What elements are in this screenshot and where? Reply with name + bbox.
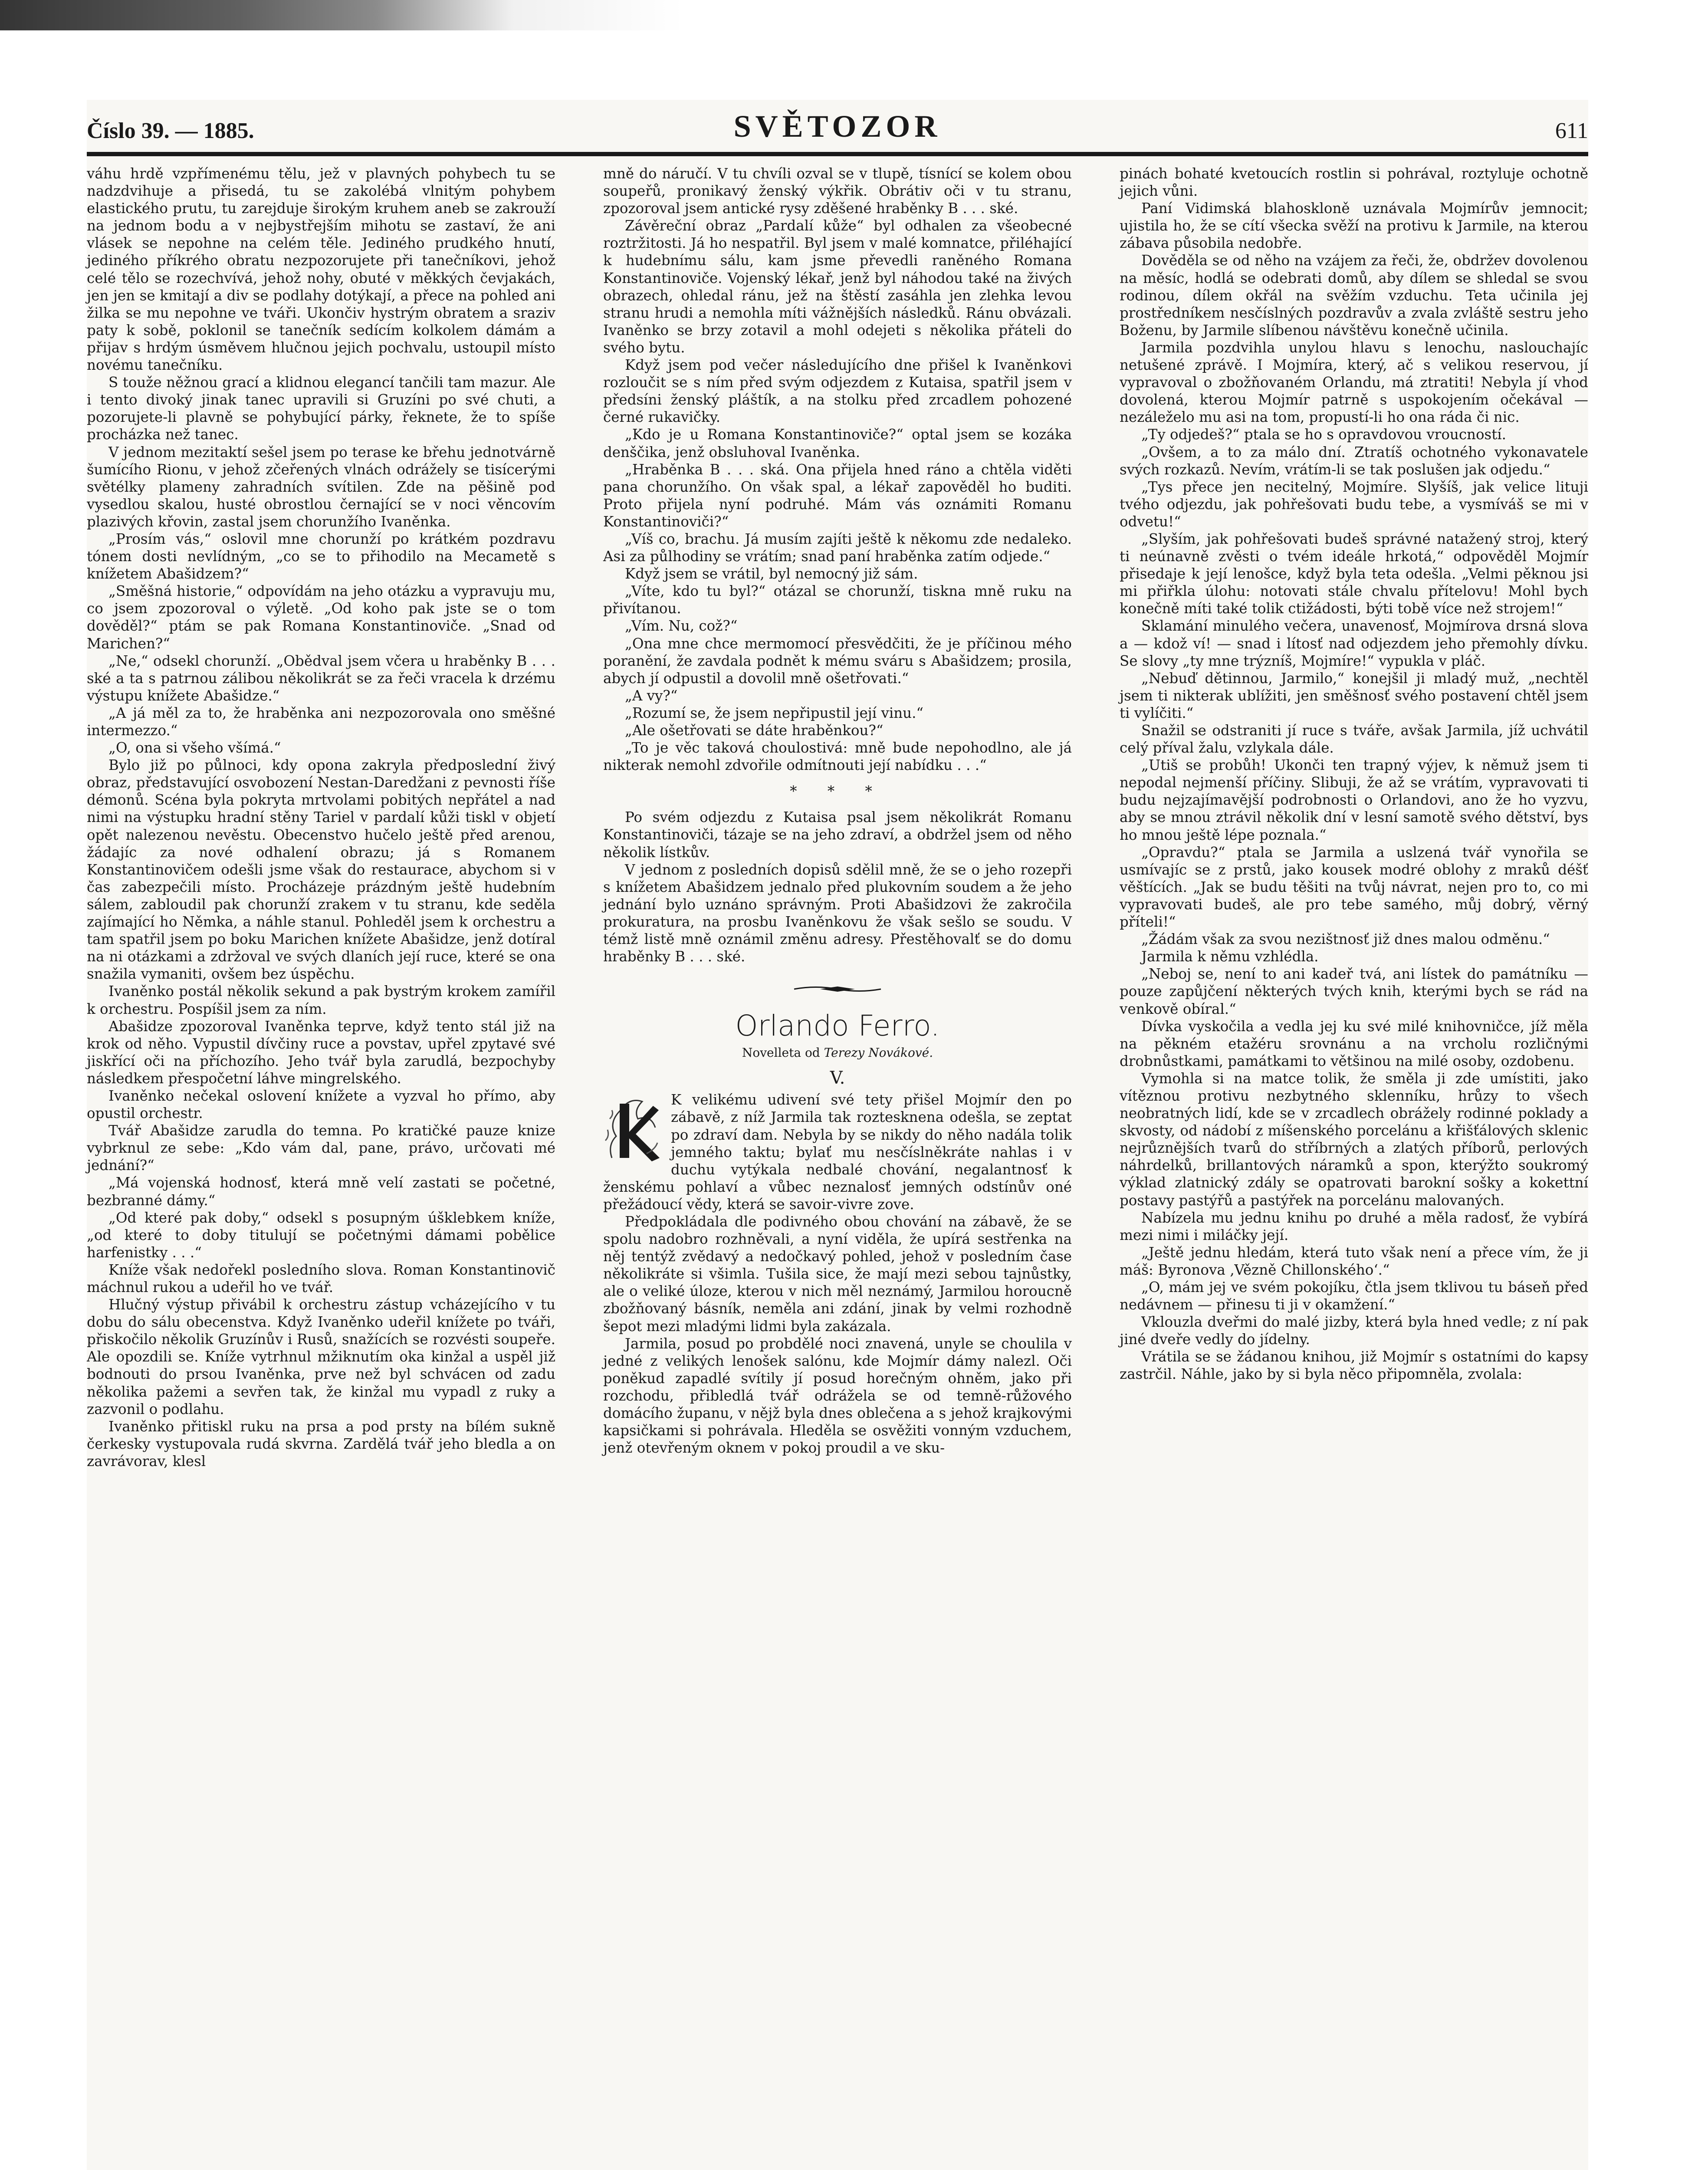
paragraph: „Má vojenská hodnosť, která mně velí zastati se početné, bezbranné dámy.“ — [87, 1174, 555, 1209]
paragraph: Hlučný výstup přivábil k orchestru zástup vcházejícího v tu dobu do sálu obecenstva. Když Ivaněnko udeřil knížete po tváři, přiskočilo několik Gruzínův i Rusů, snažících se rozvésti soupeře. Ale opozdili se. Kníže vytrhnul mžiknutím oka kinžal a uspěl již bodnouti do prsou Ivaněnka, prve než byl schvácen od zadu několika pažemi a sevřen tak, že kinžal mu vypadl z ruky a zazvonil o podlahu. — [87, 1296, 555, 1417]
paragraph: Ivaněnko přitiskl ruku na prsa a pod prsty na bílém sukně čerkesky vystupovala rudá skvrna. Zardělá tvář jeho bledla a on zavrávorav, klesl — [87, 1418, 555, 1470]
paragraph: Předpokládala dle podivného obou chování na zábavě, že se spolu nadobro rozhněvali, a nyní viděla, že upírá sestřenka na něj tentýž zvědavý a nedočkavý pohled, jehož v posledním čase několikráte si všimla. Tušila sice, že mají mezi sebou tajnůstky, ale o veliké úloze, kterou v nich měl neznámý, Jarmilou horoucně zbožňovaný básník, neměla ani zdání, jinak by velmi rozhodně šepot mezi mladými lidmi byla zakázala. — [603, 1213, 1072, 1335]
paragraph: Dověděla se od něho na vzájem za řeči, že, obdržev dovolenou na měsíc, hodlá se odebrati domů, aby dílem se shledal se svou rodinou, dílem okřál na svěžím vzduchu. Teta učinila jej prostředníkem nesčíslných pozdravův a zvala zvláště sestru jeho Boženu, by Jarmile slíbenou návštěvu konečně učinila. — [1120, 252, 1588, 339]
paragraph: „Od které pak doby,“ odsekl s posupným úšklebkem kníže, „od které to doby titulují se početnými dámami pobělice harfenistky . . .“ — [87, 1209, 555, 1261]
paragraph: Vklouzla dveřmi do malé jizby, která byla hned vedle; z ní pak jiné dveře vedly do jídelny. — [1120, 1314, 1588, 1348]
paragraph: „Žádám však za svou nezištnosť již dnes malou odměnu.“ — [1141, 931, 1550, 948]
paragraph: Závěreční obraz „Pardalí kůže“ byl odhalen za všeobecné roztržitosti. Já ho nespatřil. Byl jsem v malé komnatce, přiléhající k hudebnímu sálu, kam jsme převedli raněného Romana Konstantinoviče. Vojenský lékař, jenž byl náhodou také na živých obrazech, ohledal ránu, jež na štěstí zasáhla jen zlehka levou stranu hrudi a nemohla míti vážnějších následků. Ránu obvázali. Ivaněnko se brzy zotavil a mohl odejeti s několika přáteli do svého bytu. — [603, 217, 1072, 356]
paragraph: „Opravdu?“ ptala se Jarmila a uslzená tvář vynořila se usmívajíc se z prstů, jako kousek modré oblohy z mraků déšť věštících. „Jak se budu těšiti na tvůj návrat, nejen pro to, co mi vypravovati budeš, ale pro tebe samého, můj dobrý, věrný příteli!“ — [1120, 844, 1588, 930]
paragraph: „O, mám jej ve svém pokojíku, čtla jsem tklivou tu báseň před nedávnem — přinesu ti ji v okamžení.“ — [1120, 1279, 1588, 1313]
paragraph: „Neboj se, není to ani kadeř tvá, ani lístek do památníku — pouze zapůjčení některých tvých knih, kterými bych se rád na venkově obíral.“ — [1120, 966, 1588, 1017]
paragraph: „Vím. Nu, což?“ — [625, 618, 738, 635]
paragraph: „O, ona si všeho všímá.“ — [108, 740, 281, 756]
author-name: Terezy Novákové. — [824, 1046, 933, 1060]
paragraph: „Rozumí se, že jsem nepřipustil její vinu.“ — [625, 704, 924, 721]
paragraph: pinách bohaté kvetoucích rostlin si pohrával, roztyluje ochotně jejich vůni. — [1120, 165, 1588, 200]
column-1 — [87, 165, 555, 1470]
paragraph: Jarmila k němu vzhlédla. — [1141, 948, 1319, 965]
column-3 — [1120, 165, 1588, 1383]
paragraph: Ivaněnko postál několik sekund a pak bystrým krokem zamířil k orchestru. Pospíšil jsem za ním. — [87, 983, 555, 1017]
chapter-number: V. — [830, 1068, 845, 1088]
paragraph: Jarmila, posud po probdělé noci znavená, unyle se choulila v jedné z velikých lenošek salónu, kde Mojmír dámy nalezl. Oči poněkud zapadlé svítily jí posud horečným ohněm, jako při rozchodu, přibledlá tvář odrážela se od temně-růžového domácího županu, v nějž byla dnes oblečena a s jehož krajkovými kapsičkami si pohrávala. Hleděla se osvěžiti vonným vzduchem, jenž otevřeným oknem v pokoj proudil a ve sku- — [603, 1335, 1072, 1457]
paragraph: Jarmila pozdvihla unylou hlavu s lenochu, naslouchajíc netušené zprávě. I Mojmíra, který, ač s velikou reservou, jí vypravoval o zbožňovaném Orlandu, má ztratiti! Nebyla jí vhod dovolená, kterou Mojmír patrně s uspokojením očekával — nezáleželo mu asi na tom, propustí-li ho ona ráda či nic. — [1120, 339, 1588, 426]
paragraph: „Směšná historie,“ odpovídám na jeho otázku a vypravuju mu, co jsem zpozoroval o výletě. „Od koho pak jste se o tom dověděl?“ ptám se pak Romana Konstantinoviče. „Snad od Marichen?“ — [87, 583, 555, 652]
paragraph: Když jsem se vrátil, byl nemocný již sám. — [625, 566, 918, 582]
paragraph: „Ona mne chce mermomocí přesvědčiti, že je příčinou mého poranění, že zavdala podnět k mému sváru s Abašidzem; prosila, abych jí odpustil a dovolil mně ošetřovati.“ — [603, 635, 1072, 687]
paragraph: Nabízela mu jednu knihu po druhé a měla radosť, že vybírá mezi nimi i miláčky její. — [1120, 1209, 1588, 1243]
paragraph: „Tys přece jen necitelný, Mojmíre. Slyšíš, jak velice lituji tvého odjezdu, jak pohřešovati budu tebe, a vysmíváš se mi v odvetu!“ — [1120, 478, 1588, 530]
paragraph: váhu hrdě vzpřímenému tělu, jež v plavných pohybech tu se nadzdvihuje a přisedá, tu se zakolébá vlnitým pohybem elastického prutu, tu zarejduje širokým kruhem aneb se zakrouží na jednom bodu a v nejbystřejším mihotu se zastaví, že ani vlásek se nepohne na celém těle. Jediného prudkého hnutí, jediného příkrého obratu nezpozorujete při tanečníkovi, jehož celé tělo se rozechvívá, jehož nohy, obuté v měkkých čevjakách, jen jen se kmitají a div se podlahy dotýkají, a přece na pohled ani žilka se mu nepohne ve tváři. Ukončiv hystrým obratem a sraziv paty k sobě, poklonil se tanečník sedícím kolkolem dámám a přijav s hrdým úsměvem hlučnou jejich pochvalu, ustoupil místo novému tanečníku. — [87, 165, 555, 374]
paragraph: Paní Vidimská blahoskloně uznávala Mojmírův jemnocit; ujistila ho, že se cítí všecka svěží na protivu k Jarmile, na kterou zábava působila nedobře. — [1120, 200, 1588, 252]
paragraph: S touže něžnou grací a klidnou elegancí tančili tam mazur. Ale i tento divoký jinak tanec upravili si Gruzíni po své chuti, a pozorujete-li plavně se pohybující párky, řeknete, že to spíše procházka než tanec. — [87, 374, 555, 443]
paragraph: „A vy?“ — [625, 687, 678, 704]
paragraph: „Víš co, brachu. Já musím zajíti ještě k někomu zde nedaleko. Asi za půlhodiny se vrátím; snad paní hraběnka zatím odjede.“ — [603, 530, 1072, 565]
paragraph: „Ty odjedeš?“ ptala se ho s opravdovou vroucností. — [1141, 426, 1507, 443]
paragraph: Když jsem pod večer následujícího dne přišel k Ivaněnkovi rozloučit se s ním před svým odjezdem z Kutaisa, spatřil jsem v předsíni ženský pláštík, a na stolku před zrcadlem pohozené černé rukavičky. — [603, 357, 1072, 426]
paragraph: „To je věc taková choulostivá: mně bude nepohodlno, ale já nikterak nemohl zdvořile odmítnouti její nabídku . . .“ — [603, 740, 1072, 774]
paragraph: „Ne,“ odsekl chorunží. „Obědval jsem včera u hraběnky B . . . ské a ta s patrnou zálibou několikrát se za řeči vracela k drzému výstupu knížete Abašidze.“ — [87, 652, 555, 704]
paragraph: „A já měl za to, že hraběnka ani nezpozorovala ono směšné intermezzo.“ — [87, 704, 555, 739]
paragraph: Vrátila se se žádanou knihou, již Mojmír s ostatními do kapsy zastrčil. Náhle, jako by si byla něco připomněla, zvolala: — [1120, 1348, 1588, 1383]
paragraph: „Ještě jednu hledám, která tuto však není a přece vím, že ji máš: Byronova ‚Vězně Chillonského‘.“ — [1120, 1244, 1588, 1278]
section-break-stars: * * * — [790, 783, 885, 800]
paragraph: Vymohla si na matce tolik, že směla ji zde umístiti, jako vítěznou protivu nezbytného sklenníku, hrůzy to všech neobratných lidí, kde se v zrcadlech obrážely rodinné poklady a skvosty, od nádobí z míšenského porcelánu a křišťálových sklenic nejrůznějších tvarů do stříbrných a zlatých příborů, perlových náhrdelků, brillantových náramků a spon, kterýžto soukromý výklad zlatnický zdály se opatrovati barokní sošky a kokettní postavy pastýřů a pastýřek na porcelánu malovaných. — [1120, 1070, 1588, 1209]
paragraph: Dívka vyskočila a vedla jej ku své milé knihovničce, jíž měla na pěkném etažéru srovnánu a na vrcholu rozličnými drobnůstkami, památkami to většinou na milé osoby, ozdobenu. — [1120, 1018, 1588, 1069]
paragraph: V jednom mezitaktí sešel jsem po terase ke břehu jednotvárně šumícího Rionu, v jehož zčeřených vlnách odrážely se tisícerými světélky plameny zahradních svítilen. Zde na pěšině pod vysedlou skalou, husté obrostlou černající se v noci věncovím plazivých křovin, zastal jsem chorunžího Ivaněnka. — [87, 444, 555, 530]
paragraph: Tvář Abašidze zarudla do temna. Po kratičké pauze knize vybrknul ze sebe: „Kdo vám dal, pane, právo, určovati mé jednání?“ — [87, 1122, 555, 1174]
paragraph: Abašidze zpozoroval Ivaněnka teprve, když tento stál již na krok od něho. Vypustil dívčiny ruce a povstav, upřel zpytavé své jiskřící oči na příchozího. Jeho tvář byla zarudlá, bezpochyby následkem přespočetní láhve mingrelského. — [87, 1018, 555, 1087]
story-byline — [603, 1045, 1072, 1061]
paragraph: „Prosím vás,“ oslovil mne chorunží po krátkém pozdravu tónem dosti nevlídným, „co se to přihodilo na Mecametě s knížetem Abašidzem?“ — [87, 530, 555, 582]
decorative-separator — [790, 983, 885, 996]
column-2 — [603, 165, 1072, 1457]
byline-prefix: Novelleta od — [742, 1046, 820, 1060]
newspaper-page — [87, 100, 1588, 2170]
page-header — [87, 108, 1588, 148]
paragraph: K velikému udivení své tety přišel Mojmír den po zábavě, z níž Jarmila tak roztesknena odešla, se zeptat po zdraví dam. Nebyla by se nikdy do něho nadála tolik jemného taktu; bylať mu nesčíslněkráte nahlas i v duchu vytýkala nedbalé chování, negalantnosť k ženskému pohlaví a vůbec neznalosť jemných odstínův oné přežádoucí vědy, která se savoir-vivre zove. — [603, 1092, 1072, 1213]
paragraph: „Víte, kdo tu byl?“ otázal se chorunží, tiskna mně ruku na přivítanou. — [603, 583, 1072, 617]
paragraph: „Ovšem, a to za málo dní. Ztratíš ochotného vykonavatele svých rozkazů. Nevím, vrátím-li se tak poslušen jak odjedu.“ — [1120, 444, 1588, 478]
paragraph: Bylo již po půlnoci, kdy opona zakryla předposlední živý obraz, představující osvobození Nestan-Daredžani z pevnosti říše démonů. Scéna byla pokryta mrtvolami pobitých nepřátel a nad nimi na výstupku hradní stěny Tariel v pardalí kůži tiskl v objetí opět nalezenou nevěstu. Obecenstvo hučelo ještě před arenou, žádajíc za nové odhalení obrazu; já s Romanem Konstantinovičem odešli jsme však do restaurace, abychom si v čas zabezpečili místo. Procházeje prázdným ještě hudebním sálem, zabloudil pak chorunží zrakem v tu stranu, kde seděla zajímající ho Němka, a náhle stanul. Pohleděl jsem k orchestru a tam spatřil jsem po boku Marichen knížete Abašidze, jenž dotíral na ni otázkami a zdržoval ve svých dlaních její ruce, které se ona snažila vymaniti, ovšem bez úspěchu. — [87, 757, 555, 983]
paragraph: „Utiš se probůh! Ukonči ten trapný výjev, k němuž jsem ti nepodal nejmenší příčiny. Slibuji, že až se vrátím, vypravovati ti budu nejzajímavější podrobnosti o Orlandovi, ano že ho vyzvu, aby se mnou ztrávil několik dní v lesní samotě svého dětství, bys ho mnou ještě lépe poznala.“ — [1120, 757, 1588, 843]
header-rule — [87, 152, 1588, 156]
paragraph: „Nebuď dětinnou, Jarmilo,“ konejšil ji mladý muž, „nechtěl jsem ti nikterak ublížiti, jen směšnosť svého postavení chtěl jsem ti vylíčiti.“ — [1120, 670, 1588, 721]
paragraph: Kníže však nedořekl posledního slova. Roman Konstantinovič máchnul rukou a udeřil ho ve tvář. — [87, 1261, 555, 1295]
paragraph: Sklamání minulého večera, unavenosť, Mojmírova drsná slova a — kdož ví! — snad i lítosť nad odjezdem jeho přemohly dívku. Se slovy „ty mne trýzníš, Mojmíre!“ vypukla v pláč. — [1120, 618, 1588, 669]
paragraph: „Hraběnka B . . . ská. Ona přijela hned ráno a chtěla viděti pana chorunžího. On však spal, a lékař zapověděl ho buditi. Proto přijela nyní podruhé. Mám vás oznámiti Romanu Konstantinoviči?“ — [603, 461, 1072, 530]
paragraph: V jednom z posledních dopisů sdělil mně, že se o jeho rozepři s knížetem Abašidzem jednalo před plukovním soudem a že jeho jednání bylo uznáno správným. Proti Abašidzovi že zakročila prokuratura, na prosbu Ivaněnkovu že však sešlo se soudu. V témž listě mně oznámil změnu adresy. Přestěhovalť se do domu hraběnky B . . . ské. — [603, 861, 1072, 965]
story-title: Orlando Ferro. — [735, 1009, 940, 1043]
paragraph: „Ale ošetřovati se dáte hraběnkou?“ — [625, 722, 884, 739]
paragraph: „Kdo je u Romana Konstantinoviče?“ optal jsem se kozáka denščika, jenž obsluhoval Ivaněnka. — [603, 426, 1072, 460]
paragraph: „Slyším, jak pohřešovati budeš správné natažený stroj, který ti neúnavně zvěsti o tvém ideále hrkotá,“ odpověděl Mojmír přisedaje k její lenošce, když byla teta odešla. „Velmi pěknou jsi mi přiřkla úlohu: notovati stále chvalu přítelovu! Mohl bych konečně míti také tolik ctižádosti, býti tobě více než strojem!“ — [1120, 530, 1588, 617]
paragraph: Snažil se odstraniti jí ruce s tváře, avšak Jarmila, jíž uchvátil celý příval žalu, vzlykala dále. — [1120, 722, 1588, 756]
paragraph: Ivaněnko nečekal oslovení knížete a vyzval ho přímo, aby opustil orchestr. — [87, 1087, 555, 1122]
issue-number: Číslo 39. — 1885. — [87, 118, 254, 143]
scan-border — [0, 0, 1708, 30]
paragraph: Po svém odjezdu z Kutaisa psal jsem několikrát Romanu Konstantinoviči, tázaje se na jeho zdraví, a obdržel jsem od něho několik lístkův. — [603, 809, 1072, 861]
masthead-title: SVĚTOZOR — [733, 109, 942, 144]
paragraph: mně do náručí. V tu chvíli ozval se v tlupě, tísnící se kolem obou soupeřů, pronikavý ženský výkřik. Obrátiv oči v tu stranu, zpozoroval jsem antické rysy zděšené hraběnky B . . . ské. — [603, 165, 1072, 217]
page-number: 611 — [1555, 118, 1588, 143]
decorative-initial-k-icon — [603, 1093, 664, 1167]
